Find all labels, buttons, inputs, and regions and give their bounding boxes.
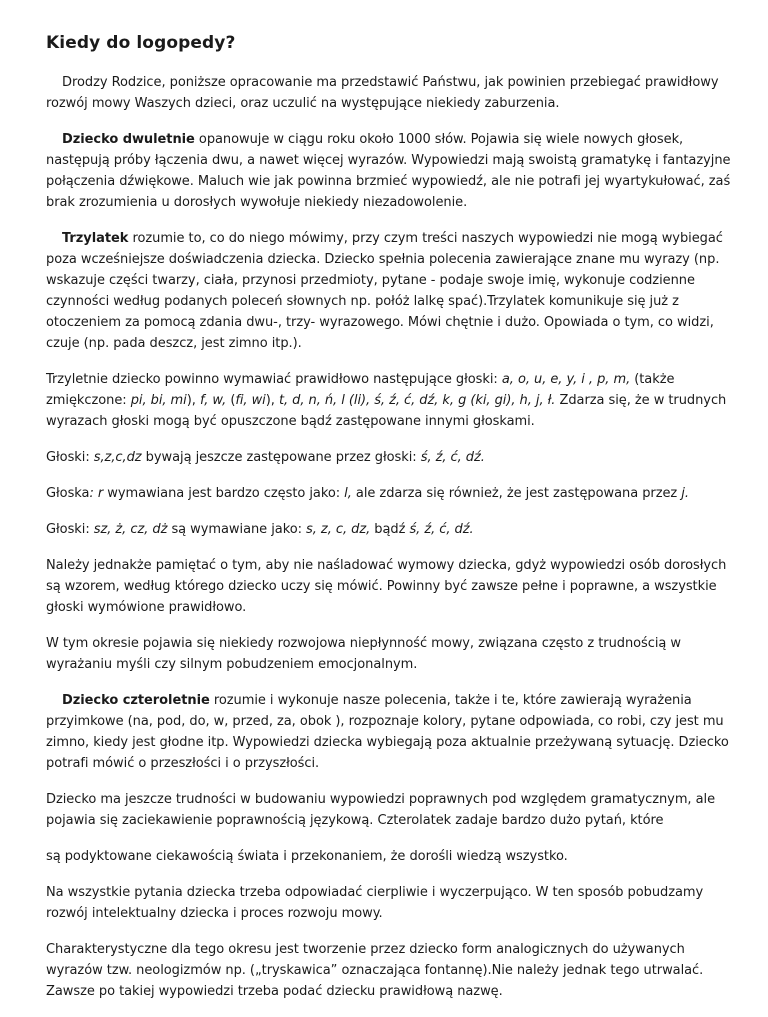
text-segment: ale zdarza się również, że jest zastępowana przez (351, 486, 682, 501)
paragraph-text: opanowuje w ciągu roku około 1000 słów. Pojawia się wiele nowych głosek, następują próby łączenia dwu, a nawet więcej wyrazów. Wypowiedzi mają swoistą gramatykę i fantazyjne połączenia dźwiękowe. Maluch wie jak powinna brzmieć wypowiedź, ale nie potrafi jej wyartykułować, zaś brak zrozumienia u dorosłych wywołuje niekiedy niezadowolenie. (46, 132, 731, 210)
italic-sounds: l, (344, 486, 352, 501)
paragraph-questions (46, 882, 732, 924)
italic-sounds: fi, wi (235, 393, 266, 408)
paragraph-text: Należy jednakże pamiętać o tym, aby nie naśladować wymowy dziecka, gdyż wypowiedzi osób dorosłych są wzorem, według którego dziecko uczy się mówić. Powinny być zawsze pełne i poprawne, a wszystkie głoski wymówione prawidłowo. (46, 558, 727, 615)
text-segment: ( (226, 393, 236, 408)
paragraph-text: W tym okresie pojawia się niekiedy rozwojowa niepłynność mowy, związana często z trudnością w wyrażaniu myśli czy silnym pobudzeniem emocjonalnym. (46, 636, 682, 672)
italic-sounds: j. (681, 486, 689, 501)
text-segment: wymawiana jest bardzo często jako: (103, 486, 345, 501)
page-title: Kiedy do logopedy? (46, 33, 236, 53)
italic-sounds: : r (89, 486, 104, 501)
paragraph-text: Na wszystkie pytania dziecka trzeba odpowiadać cierpliwie i wyczerpująco. W ten sposób pobudzamy rozwój intelektualny dziecka i proces rozwoju mowy. (46, 885, 704, 921)
italic-sounds: pi, bi, mi (130, 393, 187, 408)
paragraph-text: Charakterystyczne dla tego okresu jest tworzenie przez dziecko form analogicznych do używanych wyrazów tzw. neologizmów np. („tryskawica” oznaczająca fontannę).Nie należy jednak tego utrwalać. Zawsze po takiej wypowiedzi trzeba podać dziecku prawidłową nazwę. (46, 942, 704, 999)
paragraph-three-year-old (46, 228, 732, 354)
bold-term-four-year-old: Dziecko czteroletnie (62, 693, 210, 708)
text-segment: ), (186, 393, 200, 408)
paragraph-text: Dziecko ma jeszcze trudności w budowaniu wypowiedzi poprawnych pod względem gramatycznym, ale pojawia się zaciekawienie poprawnością językową. Czterolatek zadaje bardzo dużo pytań, które (46, 792, 716, 828)
bold-term-three-year-old: Trzylatek (62, 231, 129, 246)
document-page (46, 30, 732, 1017)
paragraph-imitation (46, 555, 732, 618)
paragraph-two-year-old (46, 129, 732, 213)
text-segment: Głoska (46, 486, 90, 501)
paragraph-fluency (46, 633, 732, 675)
text-segment: bądź (370, 522, 410, 537)
italic-sounds: ś, ź, ć, dź. (420, 450, 485, 465)
text-segment: (także zmiękczone: (46, 372, 675, 408)
paragraph-sounds-list (46, 369, 732, 432)
text-segment: bywają jeszcze zastępowane przez głoski: (141, 450, 421, 465)
italic-sounds: s,z,c,dz (93, 450, 142, 465)
paragraph-grammar (46, 789, 732, 831)
italic-sounds: t, d, n, ń, l (li), ś, ź, ć, dź, k, g (ki, gi), h, j, ł. (278, 393, 556, 408)
italic-sounds: ś, ź, ć, dź. (409, 522, 474, 537)
text-segment: ), (265, 393, 279, 408)
paragraph-neologisms (46, 939, 732, 1002)
paragraph-curiosity (46, 846, 732, 867)
bold-term-two-year-old: Dziecko dwuletnie (62, 132, 195, 147)
italic-sounds: s, z, c, dz, (306, 522, 371, 537)
paragraph-text: rozumie i wykonuje nasze polecenia, także i te, które zawierają wyrażenia przyimkowe (na, pod, do, w, przed, za, obok ), rozpoznaje kolory, pytane odpowiada, co robi, czy jest mu zimno, kiedy jest głodne itp. Wypowiedzi dziecka wybiegają poza aktualnie przeżywaną sytuację. Dziecko potrafi mówić o przeszłości i o przyszłości. (46, 693, 729, 771)
paragraph-intro (46, 72, 732, 114)
text-segment: Zdarza się, że w trudnych wyrazach głoski mogą być opuszczone bądź zastępowane innymi głoskami. (46, 393, 727, 429)
text-segment: Trzyletnie dziecko powinno wymawiać prawidłowo następujące głoski: (46, 372, 502, 387)
paragraph-sound-r (46, 483, 732, 504)
italic-sounds: sz, ż, cz, dż (93, 522, 168, 537)
paragraph-sounds-sz (46, 519, 732, 540)
italic-sounds: a, o, u, e, y, i , p, m, (501, 372, 631, 387)
paragraph-sounds-s-z (46, 447, 732, 468)
paragraph-text: rozumie to, co do niego mówimy, przy czym treści naszych wypowiedzi nie mogą wybiegać poza wcześniejsze doświadczenia dziecka. Dziecko spełnia polecenia zawierające znane mu wyrazy (np. wskazuje części twarzy, ciała, przynosi przedmioty, pytane - podaje swoje imię, wykonuje codzienne czynności według podanych poleceń słownych np. połóż lalkę spać).Trzylatek komunikuje się już z otoczeniem za pomocą zdania dwu-, trzy- wyrazowego. Mówi chętnie i dużo. Opowiada o tym, co widzi, czuje (np. pada deszcz, jest zimno itp.). (46, 231, 723, 351)
italic-sounds: f, w, (199, 393, 227, 408)
paragraph-intro-text: Drodzy Rodzice, poniższe opracowanie ma przedstawić Państwu, jak powinien przebiegać prawidłowy rozwój mowy Waszych dzieci, oraz uczulić na występujące niekiedy zaburzenia. (46, 75, 719, 111)
paragraph-four-year-old (46, 690, 732, 774)
paragraph-text: są podyktowane ciekawością świata i przekonaniem, że dorośli wiedzą wszystko. (46, 849, 568, 864)
text-segment: Głoski: (46, 522, 94, 537)
text-segment: Głoski: (46, 450, 94, 465)
text-segment: są wymawiane jako: (167, 522, 307, 537)
